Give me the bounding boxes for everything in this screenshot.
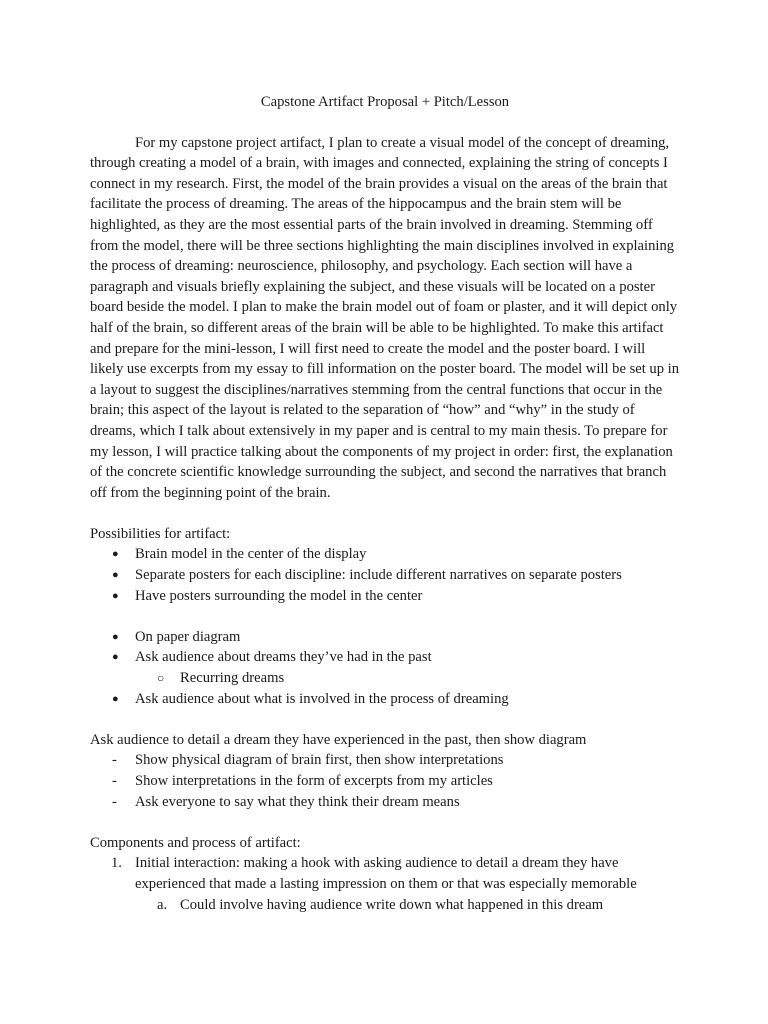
document-page xyxy=(90,92,680,915)
possibilities-sublist xyxy=(90,668,680,689)
letter-marker: a. xyxy=(157,896,168,913)
circle-bullet-icon: ○ xyxy=(157,671,165,686)
list-item: 1. Initial interaction: making a hook with asking audience to detail a dream they have experienced that made a lasting impression on them or that was especially memorable xyxy=(111,855,637,892)
bullet-icon: ● xyxy=(112,569,119,582)
possibilities-list-2 xyxy=(90,627,680,668)
document-title: Capstone Artifact Proposal + Pitch/Lesson xyxy=(260,94,510,110)
components-list xyxy=(90,853,680,894)
number-marker: 1. xyxy=(111,855,122,872)
list-item: ● Brain model in the center of the display xyxy=(90,544,680,565)
components-heading: Components and process of artifact: xyxy=(90,834,301,851)
bullet-icon: ● xyxy=(112,589,119,602)
bullet-icon: ● xyxy=(112,630,119,643)
list-item: - Show interpretations in the form of excerpts from my articles xyxy=(90,771,680,792)
list-item: a. Could involve having audience write down what happened in this dream xyxy=(90,895,680,916)
components-sublist xyxy=(90,895,680,916)
list-item: ● Separate posters for each discipline: include different narratives on separate posters xyxy=(90,565,680,586)
bullet-icon: ● xyxy=(112,548,119,561)
list-item: ○ Recurring dreams xyxy=(90,668,680,689)
dash-icon: - xyxy=(112,773,117,789)
list-item: ● Ask audience about what is involved in the process of dreaming xyxy=(90,689,680,710)
list-item: - Ask everyone to say what they think their dream means xyxy=(90,792,680,813)
spacer xyxy=(90,606,680,627)
dash-icon: - xyxy=(112,793,117,810)
list-item: ● Have posters surrounding the model in the center xyxy=(90,586,680,607)
list-item: ● On paper diagram xyxy=(90,627,680,648)
list-item: ● Ask audience about dreams they’ve had in the past xyxy=(90,647,680,668)
ask-list xyxy=(90,750,680,812)
dash-icon: - xyxy=(112,752,117,769)
possibilities-list-3 xyxy=(90,689,680,710)
ask-heading: Ask audience to detail a dream they have experienced in the past, then show diagram xyxy=(90,731,587,748)
spacer xyxy=(90,709,680,730)
possibilities-list-1 xyxy=(90,544,680,606)
list-item: - Show physical diagram of brain first, then show interpretations xyxy=(90,750,680,771)
bullet-icon: ● xyxy=(112,651,119,664)
spacer xyxy=(90,812,680,833)
bullet-icon: ● xyxy=(112,692,119,705)
possibilities-heading: Possibilities for artifact: xyxy=(90,525,231,542)
body-paragraph: For my capstone project artifact, I plan to create a visual model of the concept of dreaming, through creating a model of a brain, with images and connected, explaining the string of concepts I connect in my research. First, the model of the brain provides a visual on the areas of the brain that facilitate the process of dreaming. The areas of the hippocampus and the brain stem will be highlighted, as they are the most essential parts of the brain involved in dreaming. Stemming off from the model, there will be three sections highlighting the main disciplines involved in explaining the process of dreaming: neuroscience, philosophy, and psychology. Each section will have a paragraph and visuals briefly explaining the subject, and these visuals will be located on a poster board beside the model. I plan to make the brain model out of foam or plaster, and it will depict only half of the brain, so different areas of the brain will be able to be highlighted. To make this artifact and prepare for the mini-lesson, I will first need to create the model and the poster board. I will likely use excerpts from my essay to fill information on the poster board. The model will be set up in a layout to suggest the disciplines/narratives stemming from the central functions that occur in the brain; this aspect of the layout is related to the separation of “how” and “why” in the study of dreams, which I talk about extensively in my paper and is central to my main thesis. To prepare for my lesson, I will practice talking about the components of my project in order: first, the explanation of the concrete scientific knowledge surrounding the subject, and second the narratives that branch off from the beginning point of the brain. xyxy=(90,134,680,501)
